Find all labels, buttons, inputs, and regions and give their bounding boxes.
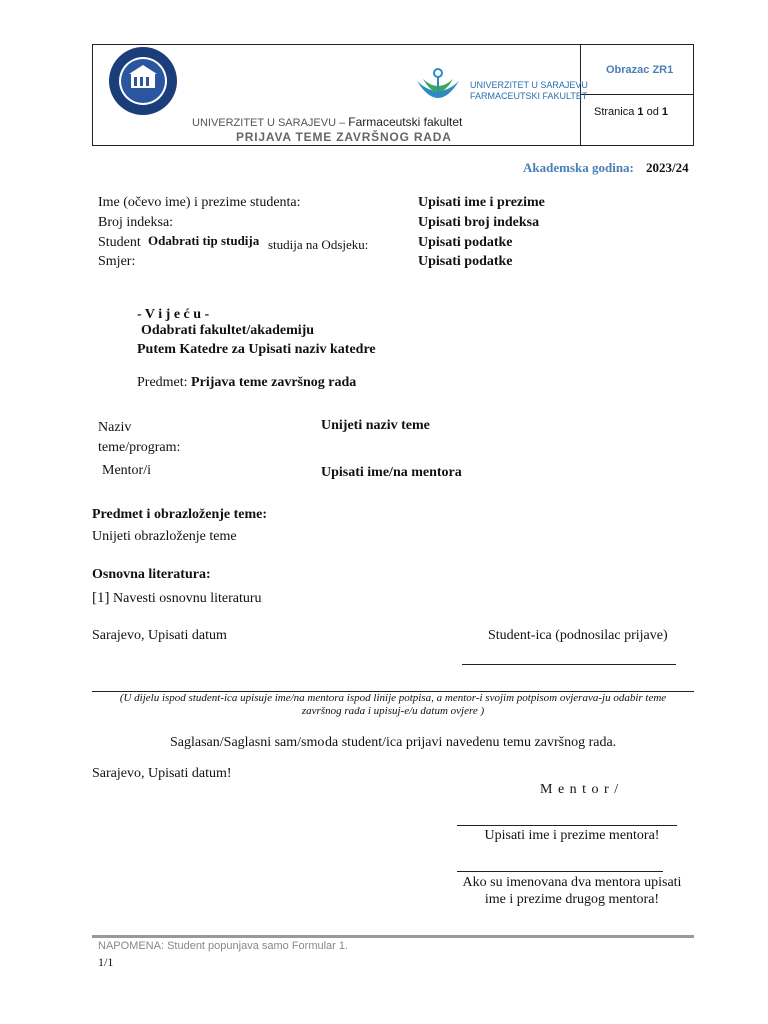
mentor-label: Mentor/i: [102, 463, 151, 478]
instruction-note: (U dijelu ispod student-ica upisuje ime/na mentora ispod linije potpisa, a mentor-i svojim potpisom ovjerava-ju odabir teme završnog rada i upisuj-e/u datum ovjere ): [119, 692, 667, 717]
form-title: PRIJAVA TEME ZAVRŠNOG RADA: [236, 130, 452, 144]
student-signature-line[interactable]: [462, 664, 676, 665]
study-field[interactable]: Upisati podatke: [418, 235, 513, 250]
study-type-select[interactable]: Odabrati tip studija: [148, 233, 260, 248]
council-heading: - V i j e ć u -: [137, 307, 210, 322]
major-field[interactable]: Upisati podatke: [418, 254, 513, 269]
faculty-logo-text: UNIVERZITET U SARAJEVU FARMACEUTSKI FAKULTET: [470, 80, 588, 101]
literature-heading: Osnovna literatura:: [92, 567, 211, 582]
index-field[interactable]: Upisati broj indeksa: [418, 215, 540, 230]
mentor-heading: M e n t o r /: [540, 782, 620, 797]
mentor2-name[interactable]: Ako su imenovana dva mentora upisati ime i prezime drugog mentora!: [462, 875, 682, 907]
footer-note: NAPOMENA: Student popunjava samo Formular 1.: [98, 940, 349, 952]
literature-item[interactable]: [1] Navesti osnovnu literaturu: [92, 590, 262, 606]
agreement-select: Saglasan/Saglasni sam/smo: [170, 735, 325, 750]
academic-year-value[interactable]: 2023/24: [646, 160, 689, 175]
mentor2-signature-line[interactable]: [457, 871, 663, 872]
mentor1-signature-line[interactable]: [457, 825, 677, 826]
footer-rule: [92, 935, 694, 938]
date-place-1[interactable]: Sarajevo, Upisati datum: [92, 628, 227, 643]
faculty-select[interactable]: Odabrati fakultet/akademiju: [141, 323, 315, 338]
department-line[interactable]: Putem Katedre za Upisati naziv katedre: [137, 342, 376, 357]
topic-field[interactable]: Unijeti naziv teme: [321, 418, 430, 433]
header-divider-horizontal: [580, 94, 694, 95]
university-seal-logo: [103, 46, 183, 116]
study-label-suffix: studija na Odsjeku:: [268, 237, 369, 252]
study-label: Student: [98, 235, 141, 250]
university-line: UNIVERZITET U SARAJEVU – Farmaceutski fakultet: [192, 115, 463, 129]
seal-text: [0, 0, 1, 1]
rationale-field[interactable]: Unijeti obrazloženje teme: [92, 529, 237, 544]
footer-page: 1/1: [98, 955, 114, 969]
subject-line: Predmet: Prijava teme završnog rada: [137, 375, 357, 390]
mentor1-name[interactable]: Upisati ime i prezime mentora!: [484, 828, 660, 843]
index-label: Broj indeksa:: [98, 215, 174, 230]
academic-year-label: Akademska godina:: [523, 160, 634, 175]
topic-label: Naziv teme/program:: [98, 420, 181, 455]
agreement-text: Saglasan/Saglasni sam/smoda student/ica prijavi navedenu temu završnog rada.: [170, 735, 617, 750]
faculty-name: Farmaceutski fakultet: [348, 115, 463, 129]
mentor-field[interactable]: Upisati ime/na mentora: [321, 465, 462, 480]
student-name-label: Ime (očevo ime) i prezime studenta:: [98, 195, 301, 210]
rationale-heading: Predmet i obrazloženje teme:: [92, 507, 268, 522]
date-place-2[interactable]: Sarajevo, Upisati datum!: [92, 766, 232, 781]
page-indicator: Stranica 1 od 1: [594, 106, 669, 118]
student-name-field[interactable]: Upisati ime i prezime: [418, 195, 545, 210]
student-signature-label: Student-ica (podnosilac prijave): [488, 628, 668, 643]
faculty-caduceus-icon: [413, 67, 463, 115]
major-label: Smjer:: [98, 254, 136, 269]
form-code: Obrazac ZR1: [606, 64, 674, 76]
